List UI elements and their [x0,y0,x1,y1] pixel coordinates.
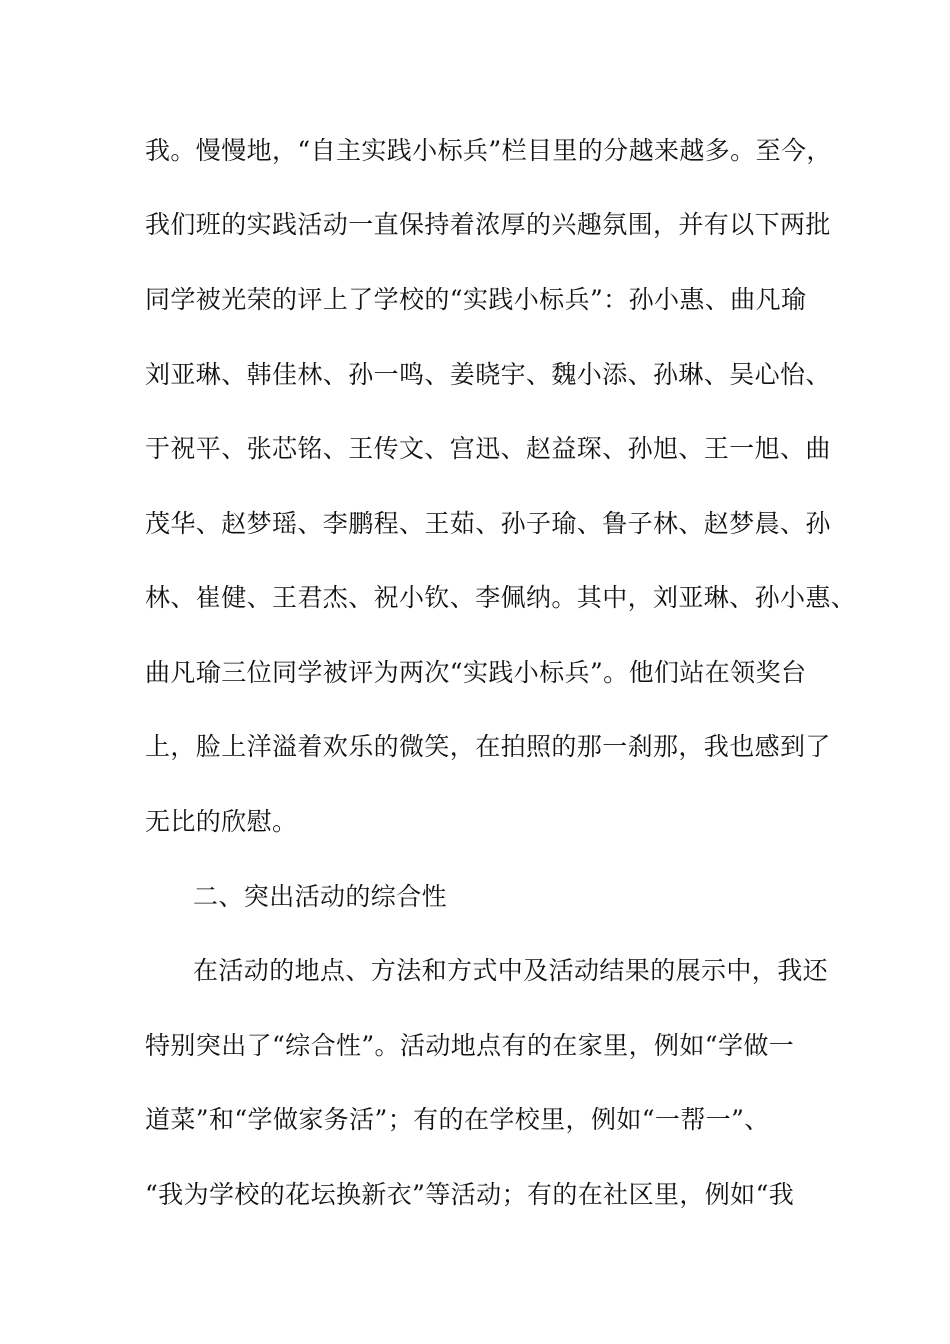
text-line-4: 刘亚琳、韩佳林、孙一鸣、姜晓宇、魏小添、孙琳、吴心怡、 [145,360,831,389]
text-line-15: “我为学校的花坛换新衣”等活动；有的在社区里，例如“我 [145,1180,795,1209]
text-line-13: 特别突出了“综合性”。活动地点有的在家里，例如“学做一 [145,1031,795,1060]
text-line-6: 茂华、赵梦瑶、李鹏程、王茹、孙子瑜、鲁子林、赵梦晨、孙 [145,509,831,538]
text-line-2: 我们班的实践活动一直保持着浓厚的兴趣氛围，并有以下两批 [145,210,831,239]
text-line-14: 道菜”和“学做家务活”；有的在学校里，例如“一帮一”、 [145,1105,770,1134]
text-line-9: 上，脸上洋溢着欢乐的微笑，在拍照的那一刹那，我也感到了 [145,732,831,761]
text-line-7: 林、崔健、王君杰、祝小钦、李佩纳。其中，刘亚琳、孙小惠、 [145,583,857,612]
text-line-10: 无比的欣慰。 [145,807,298,836]
paragraph-first-line: 在活动的地点、方法和方式中及活动结果的展示中，我还 [193,956,829,985]
text-line-5: 于祝平、张芯铭、王传文、宫迅、赵益琛、孙旭、王一旭、曲 [145,434,831,463]
text-line-3: 同学被光荣的评上了学校的“实践小标兵”：孙小惠、曲凡瑜 [145,285,807,314]
text-line-8: 曲凡瑜三位同学被评为两次“实践小标兵”。他们站在领奖台 [145,658,807,687]
text-line-1: 我。慢慢地，“自主实践小标兵”栏目里的分越来越多。至今， [145,136,832,165]
section-heading: 二、突出活动的综合性 [193,882,448,911]
